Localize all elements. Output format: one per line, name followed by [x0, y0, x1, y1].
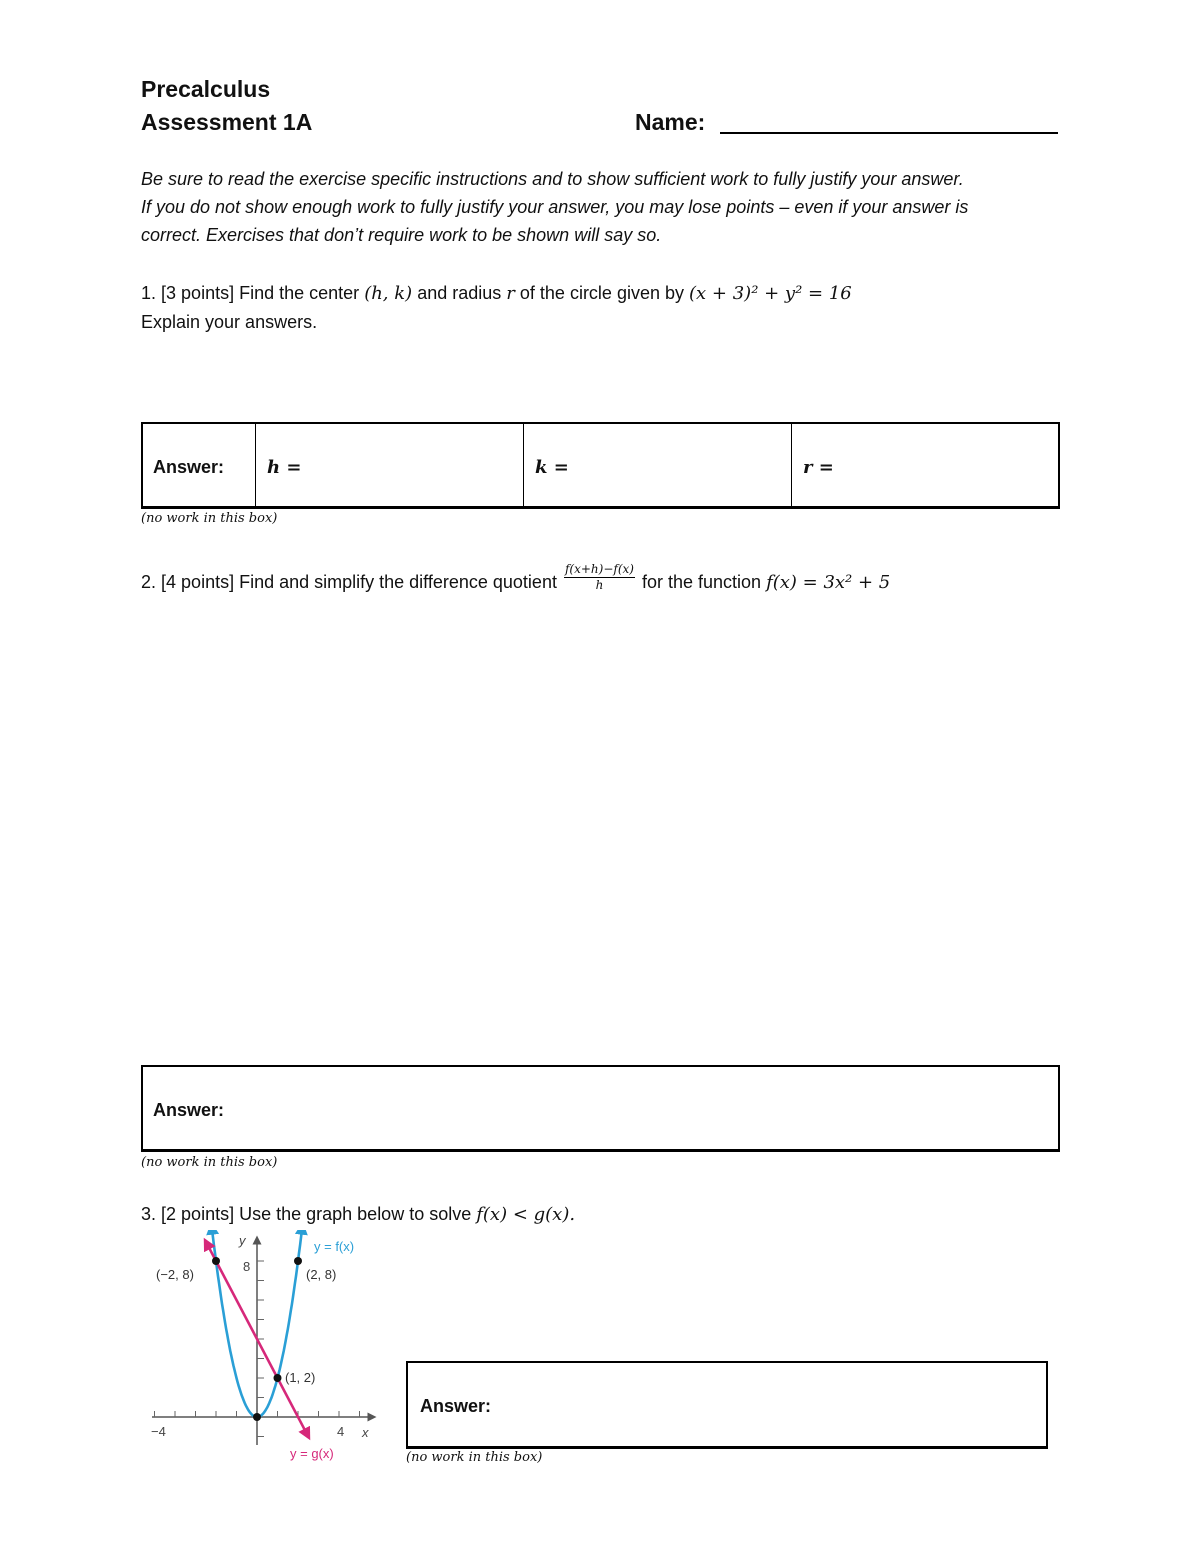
q1-k-label: k =	[535, 457, 569, 478]
q3-note: (no work in this box)	[406, 1450, 543, 1465]
q2-fraction-numerator: f(x+h)−f(x)	[564, 562, 634, 576]
x-axis-label: x	[362, 1425, 369, 1440]
point-label-c: (1, 2)	[285, 1370, 316, 1385]
q2-points: [4 points]	[161, 571, 235, 592]
q2-function: f(x) = 3x² + 5	[766, 571, 891, 593]
q1-text-b: and radius	[417, 283, 502, 303]
name-line[interactable]	[720, 132, 1058, 134]
q3-answer-box[interactable]	[406, 1361, 1048, 1449]
q1-h-label: h =	[267, 457, 302, 478]
q1-radius-var: r	[506, 283, 515, 304]
q1-text-a: Find the center	[239, 283, 360, 303]
point-label-b: (2, 8)	[306, 1267, 337, 1282]
f-label: y = f(x)	[314, 1239, 355, 1254]
tick-label-4: 4	[337, 1424, 345, 1439]
q3-answer-label: Answer:	[420, 1396, 492, 1416]
q3-number: 3.	[141, 1204, 157, 1224]
q2-prompt	[141, 562, 891, 598]
q2-answer-label: Answer:	[153, 1100, 225, 1120]
q3-text-a: Use the graph below to solve	[239, 1204, 472, 1224]
q2-text-a: Find and simplify the difference quotient	[239, 571, 557, 592]
q1-r-label: r =	[803, 457, 834, 478]
q1-number: 1.	[141, 283, 157, 303]
q2-number: 2.	[141, 571, 157, 592]
q1-center: (h, k)	[364, 283, 413, 304]
q1-answer-label: Answer:	[153, 457, 225, 477]
q1-note: (no work in this box)	[141, 511, 278, 526]
q1-k-cell[interactable]	[523, 424, 791, 506]
course-title: Precalculus	[141, 76, 271, 102]
q2-note: (no work in this box)	[141, 1155, 278, 1170]
name-label: Name:	[635, 109, 706, 135]
q3-inequality: f(x) < g(x).	[476, 1204, 576, 1225]
point-2-8	[294, 1257, 302, 1265]
point-label-a: (−2, 8)	[156, 1267, 194, 1282]
q2-answer-box[interactable]	[141, 1065, 1060, 1152]
q2-fraction-denominator: h	[595, 578, 604, 592]
function-graph	[140, 1230, 390, 1470]
q2-text-b: for the function	[641, 571, 762, 592]
q3-points: [2 points]	[161, 1204, 235, 1224]
q1-h-cell[interactable]	[255, 424, 523, 506]
tick-label-neg4: −4	[151, 1424, 166, 1439]
q1-r-cell[interactable]	[791, 424, 1059, 506]
point-neg2-8	[212, 1257, 220, 1265]
q1-equation: (x + 3)² + y² = 16	[689, 283, 852, 304]
instructions-line-3: correct. Exercises that don’t require work to be shown will say so.	[141, 225, 662, 245]
tick-label-8: 8	[243, 1259, 251, 1274]
g-label: y = g(x)	[290, 1446, 334, 1461]
q1-points: [3 points]	[161, 283, 235, 303]
assessment-title: Assessment 1A	[141, 109, 313, 135]
instructions-line-2: If you do not show enough work to fully justify your answer, you may lose points – even if your answer is	[141, 197, 969, 217]
q3-prompt	[141, 1204, 575, 1225]
q1-answer-box	[141, 422, 1060, 509]
instructions-line-1: Be sure to read the exercise specific instructions and to show sufficient work to fully justify your answer.	[141, 169, 964, 189]
q1-explain: Explain your answers.	[141, 312, 318, 332]
q1-text-c: of the circle given by	[519, 283, 684, 303]
q1-prompt	[141, 283, 852, 304]
point-origin	[253, 1413, 261, 1421]
point-1-2	[274, 1374, 282, 1382]
q2-fraction	[564, 562, 635, 592]
y-axis-label: y	[239, 1233, 246, 1248]
